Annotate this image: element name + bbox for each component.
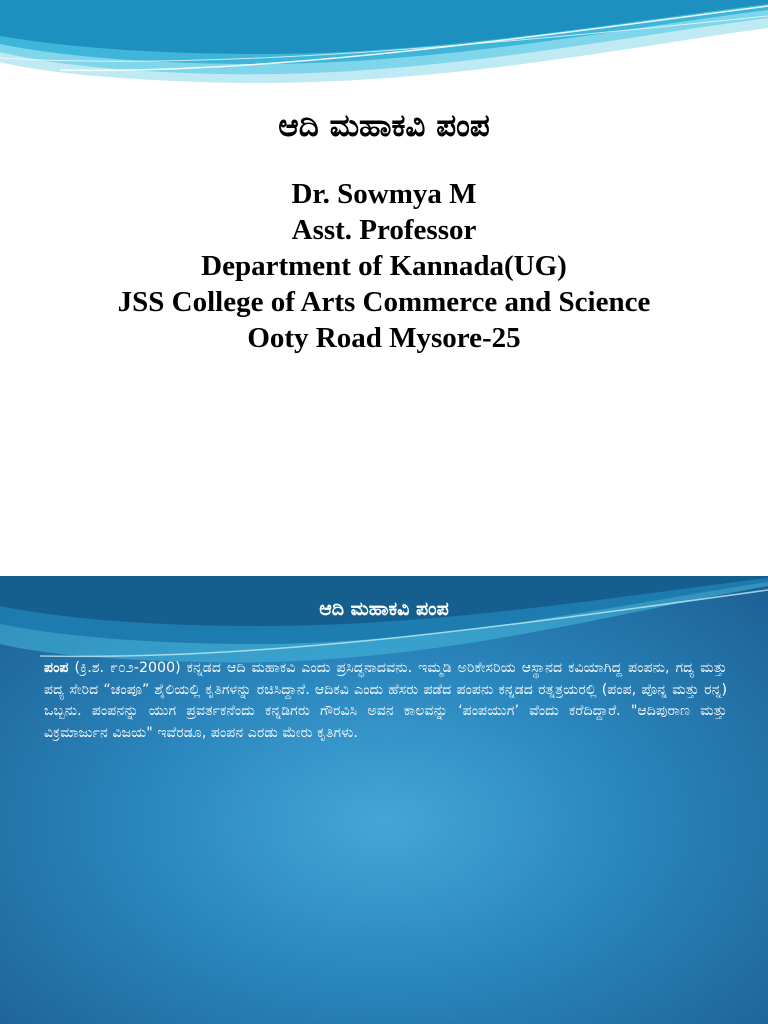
slide-title: ಆದಿ ಮಹಾಕವಿ ಪಂಪ xyxy=(278,108,490,144)
author-block xyxy=(0,176,768,356)
author-address: Ooty Road Mysore-25 xyxy=(247,322,521,354)
wave-decoration xyxy=(0,0,768,90)
paragraph-lead: ಪಂಪ xyxy=(44,660,69,676)
author-college: JSS College of Arts Commerce and Science xyxy=(117,286,651,318)
paragraph-text: (ಕ್ರಿ.ಶ. ೯೦೨-2000) ಕನ್ನಡದ ಆದಿ ಮಹಾಕವಿ ಎಂದು ಪ್ರಸಿದ್ಧನಾದವನು. ಇಮ್ಮಡಿ ಅರಿಕೇಸರಿಯ ಆಸ್ಥಾನದ ಕವಿಯಾಗಿದ್ದ ಪಂಪನು, ಗದ್ಯ ಮತ್ತು ಪದ್ಯ ಸೇರಿದ “ಚಂಪೂ” ಶೈಲಿಯಲ್ಲಿ ಕೃತಿಗಳನ್ನು ರಚಿಸಿದ್ದಾನೆ. ಆದಿಕವಿ ಎಂದು ಹೆಸರು ಪಡೆದ ಪಂಪನು ಕನ್ನಡದ ರತ್ನತ್ರಯರಲ್ಲಿ (ಪಂಪ, ಪೊನ್ನ ಮತ್ತು ರನ್ನ) ಒಬ್ಬನು. ಪಂಪನನ್ನು ಯುಗ ಪ್ರವರ್ತಕನೆಂದು ಕನ್ನಡಿಗರು ಗೌರವಿಸಿ ಅವನ ಕಾಲವನ್ನು ‘ಪಂಪಯುಗ’ ವೆಂದು ಕರೆದಿದ್ದಾರೆ. "ಆದಿಪುರಾಣ ಮತ್ತು ವಿಕ್ರಮಾರ್ಜುನ ವಿಜಯ" ಇವೆರಡೂ, ಪಂಪನ ಎರಡು ಮೇರು ಕೃತಿಗಳು. xyxy=(44,660,727,741)
author-designation: Asst. Professor xyxy=(291,214,477,246)
content-title: ಆದಿ ಮಹಾಕವಿ ಪಂಪ xyxy=(319,598,449,620)
content-slide xyxy=(0,576,768,1024)
wave-decoration xyxy=(0,576,768,666)
author-department: Department of Kannada(UG) xyxy=(201,250,567,282)
content-paragraph xyxy=(44,658,727,744)
author-name: Dr. Sowmya M xyxy=(291,178,477,210)
